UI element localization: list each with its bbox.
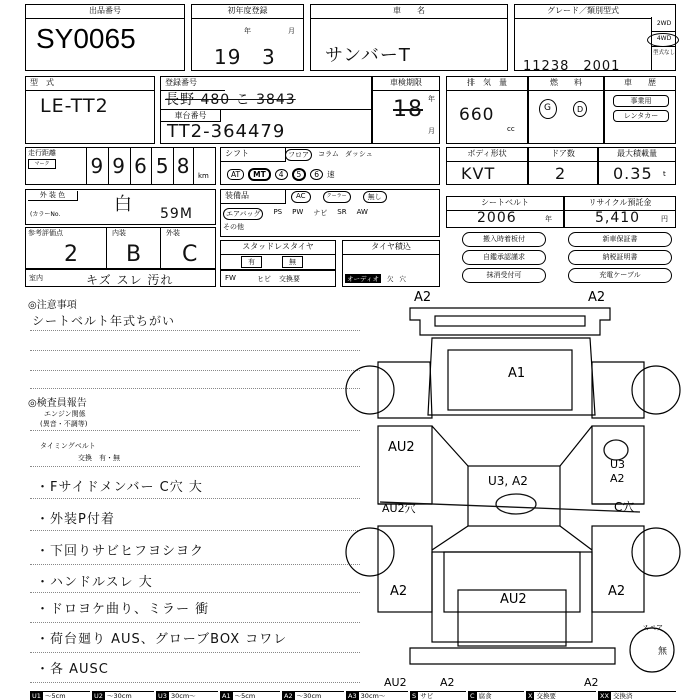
shift-cell xyxy=(220,147,440,185)
frame-line xyxy=(560,426,592,466)
mileage-unit: km xyxy=(198,172,209,180)
note-line xyxy=(30,330,360,331)
year-suffix: 年 xyxy=(244,27,251,35)
shift-mt: MT xyxy=(248,168,271,181)
wheel-rear-right xyxy=(632,528,680,576)
shift-5: 5 xyxy=(292,168,307,181)
recycle-unit: 円 xyxy=(661,215,668,223)
doors-label: ドア数 xyxy=(529,148,597,162)
reg-no: 長野 480 こ 3843 xyxy=(165,92,296,108)
inspection-value: 18 xyxy=(393,97,423,122)
damage-label: C穴 xyxy=(614,500,635,514)
mileage-digit: 5 xyxy=(151,148,173,184)
damage-label: A2 xyxy=(440,676,455,689)
capacity-unit: t xyxy=(663,170,666,178)
first-registration-month: 3 xyxy=(262,45,276,69)
shift-options xyxy=(285,149,373,161)
shift-label: シフト xyxy=(221,148,286,162)
recycle-cell xyxy=(564,196,676,228)
studless-cell xyxy=(220,240,336,270)
note-line xyxy=(30,498,360,499)
legend-code: C xyxy=(470,692,475,700)
shift-suffix: 速 xyxy=(327,170,335,179)
drive-4wd-circle xyxy=(647,33,679,47)
legend-item xyxy=(468,691,524,700)
note-line xyxy=(30,652,360,653)
damage-label: A2 xyxy=(584,676,599,689)
mileage-label: 走行距離 xyxy=(28,149,56,157)
note-line xyxy=(30,622,360,623)
inspection-cell xyxy=(372,76,440,144)
mileage-digit: 9 xyxy=(108,148,130,184)
legend-text: ～30cm xyxy=(296,692,322,700)
wheel-front-right xyxy=(632,366,680,414)
report-line: ・外装P付着 xyxy=(36,512,115,527)
model-code-cell xyxy=(25,76,155,144)
fuel-label: 燃 料 xyxy=(529,77,603,91)
note-line xyxy=(30,350,360,351)
recycle-label: リサイクル預託金 xyxy=(565,197,675,211)
seatbelt-label: シートベルト xyxy=(447,197,563,211)
note-line xyxy=(30,592,360,593)
spare-tire xyxy=(630,628,674,672)
studless-options xyxy=(241,256,303,268)
legend-text: ～30cm xyxy=(106,692,132,700)
note-line xyxy=(30,430,360,431)
history-rental: レンタカー xyxy=(613,110,669,122)
front-left-panel xyxy=(378,362,432,418)
frame-line xyxy=(432,526,468,550)
mileage-cell xyxy=(25,147,216,185)
equipment-aw: AW xyxy=(356,208,368,216)
first-registration-cell xyxy=(191,4,304,71)
equipment-ps: PS xyxy=(273,208,283,216)
displacement-label: 排 気 量 xyxy=(447,77,527,91)
wheel-front-left xyxy=(346,366,394,414)
spare-label: スペア xyxy=(642,624,663,632)
legend-code: A3 xyxy=(348,692,357,700)
interior-label: 内装 xyxy=(112,229,126,237)
room-cell xyxy=(25,269,216,287)
exterior-value: C xyxy=(182,242,199,267)
hand-circle xyxy=(496,494,536,514)
model-code-label: 型 式 xyxy=(26,77,154,91)
model-name-cell xyxy=(310,4,508,71)
room-label: 室内 xyxy=(29,274,43,282)
month-suffix: 月 xyxy=(288,27,295,35)
equipment-navi: ナビ xyxy=(313,209,328,217)
displacement-cell xyxy=(446,76,528,144)
inspector-title: ◎検査員報告 xyxy=(28,398,87,409)
status-deregistration: 抹消受付可 xyxy=(462,268,546,283)
capacity-value: 0.35 xyxy=(613,164,653,183)
damage-label: A2 xyxy=(390,584,408,599)
drive-2wd: 2WD xyxy=(652,17,676,32)
note-line xyxy=(30,682,360,683)
equipment-ac: AC xyxy=(291,191,311,203)
doors-value: 2 xyxy=(555,164,567,183)
score-value: 2 xyxy=(64,242,79,267)
damage-label: A1 xyxy=(508,366,526,381)
grade-label: グレード／類別型式 xyxy=(515,5,651,19)
report-line: ・ハンドルスレ 大 xyxy=(36,575,153,590)
mileage-digit: 6 xyxy=(130,148,152,184)
report-line: ・Fサイドメンバー C穴 大 xyxy=(36,480,203,495)
note-line xyxy=(30,466,360,467)
color-cell xyxy=(25,189,216,225)
capacity-cell xyxy=(598,147,676,185)
tire-label: タイヤ積込 xyxy=(343,241,439,255)
damage-label: A2 xyxy=(608,584,626,599)
tire-hole: 穴 xyxy=(399,275,406,283)
equipment-cooler: クーラー xyxy=(323,191,351,203)
status-charge-cable: 充電ケーブル xyxy=(568,268,672,283)
legend-item xyxy=(410,691,466,700)
inspection-label: 車検期限 xyxy=(373,77,439,91)
first-registration-label: 初年度登録 xyxy=(192,5,303,19)
status-tax-certificate: 納税証明書 xyxy=(568,250,672,265)
front-bumper-inner xyxy=(435,316,585,326)
legend-item xyxy=(30,691,90,700)
report-line: ・下回りサビヒフヨシヨク xyxy=(36,544,205,559)
damage-label: U3, A2 xyxy=(488,474,528,488)
report-line: ・各 AUSC xyxy=(36,662,109,677)
legend-text: ～5cm xyxy=(44,692,66,700)
engine-sub: (異音・不調等) xyxy=(40,420,88,428)
legend-text: 交換要 xyxy=(536,692,557,700)
report-line: ・ドロヨケ曲り、ミラー 衝 xyxy=(36,602,210,617)
equipment-cell xyxy=(220,189,440,237)
score-cell xyxy=(25,227,216,269)
inspection-month-suffix: 月 xyxy=(428,127,435,135)
displacement-value: 660 xyxy=(459,105,495,125)
model-name-label: 車 名 xyxy=(311,5,507,19)
room-notes: キズ スレ 汚れ xyxy=(86,273,174,287)
color-sub: (カラーNo. xyxy=(30,211,61,218)
score-label: 参考評価点 xyxy=(28,229,63,237)
capacity-label: 最大積載量 xyxy=(599,148,675,162)
shift-4: 4 xyxy=(275,169,288,180)
color-value: 白 xyxy=(114,194,133,215)
damage-label: A2 xyxy=(414,290,432,305)
damage-label: AU2 xyxy=(500,592,527,607)
mileage-sub: マーク xyxy=(34,161,50,167)
shift-floor: フロア xyxy=(285,149,312,161)
recycle-value: 5,410 xyxy=(595,210,641,226)
fw-replace: 交換要 xyxy=(279,275,300,283)
legend-item xyxy=(156,691,218,700)
legend-item xyxy=(92,691,154,700)
tire-options xyxy=(345,274,406,283)
legend-text: ～5cm xyxy=(234,692,256,700)
legend-code: S xyxy=(412,692,417,700)
legend-code: A1 xyxy=(222,692,231,700)
seatbelt-year-suffix: 年 xyxy=(545,215,552,223)
model-code: LE-TT2 xyxy=(40,95,109,117)
score-divider xyxy=(160,228,161,268)
report-line: ・荷台廻り AUS、グローブBOX コワレ xyxy=(36,632,288,647)
chassis-label: 車台番号 xyxy=(161,109,221,122)
note-line xyxy=(30,388,360,389)
legend-item xyxy=(598,691,676,700)
fuel-d: D xyxy=(577,105,584,114)
frame-line xyxy=(432,426,468,466)
history-business: 事業用 xyxy=(613,95,669,107)
legend-code: U3 xyxy=(158,692,167,700)
shift-types xyxy=(227,168,335,181)
legend-code: X xyxy=(528,692,533,700)
shift-column: コラム xyxy=(318,150,339,158)
equipment-other-label: その他 xyxy=(223,223,244,231)
legend-item xyxy=(220,691,280,700)
damage-label: A2 xyxy=(610,472,625,485)
mileage-mark-box xyxy=(28,159,56,169)
equipment-sr: SR xyxy=(337,208,347,216)
equipment-row2 xyxy=(223,208,368,220)
history-label: 車 歴 xyxy=(605,77,675,91)
score-divider xyxy=(106,228,107,268)
legend-code: U2 xyxy=(94,692,103,700)
fuel-g: G xyxy=(544,103,551,113)
legend-item xyxy=(526,691,596,700)
interior-value: B xyxy=(126,242,143,267)
registration-cell xyxy=(160,76,372,144)
damage-label: A2 xyxy=(588,290,606,305)
model-name: サンバーT xyxy=(325,45,411,66)
lot-number-cell xyxy=(25,4,185,71)
wheel-rear-left xyxy=(346,528,394,576)
timing-options: 交換 有・無 xyxy=(78,454,120,462)
first-registration-year: 19 xyxy=(214,45,242,69)
studless-no: 無 xyxy=(282,256,303,268)
vehicle-diagram xyxy=(340,290,685,690)
grade-value: 11238 2001 xyxy=(523,59,621,74)
chassis-no: TT2-364479 xyxy=(167,121,286,142)
legend-item xyxy=(346,691,408,700)
legend-item xyxy=(282,691,344,700)
status-delivery-plate: 搬入時着板付 xyxy=(462,232,546,247)
damage-label: AU2 xyxy=(384,676,407,689)
fw-crack: ヒビ xyxy=(257,275,271,283)
legend-text: 30cm～ xyxy=(360,692,386,700)
tire-audio: オーディオ xyxy=(347,275,379,283)
legend-code: XX xyxy=(600,692,609,700)
equipment-pw: PW xyxy=(292,208,304,216)
timing-label: タイミングベルト xyxy=(40,442,96,450)
fw-label: FW xyxy=(225,274,236,282)
reg-no-label: 登録番号 xyxy=(161,77,225,91)
legend-code: U1 xyxy=(32,692,41,700)
front-right-panel xyxy=(592,362,644,418)
studless-label: スタッドレスタイヤ xyxy=(221,241,335,255)
fuel-cell xyxy=(528,76,604,144)
drive-4wd: 4WD xyxy=(652,32,676,47)
damage-label: U3 xyxy=(610,458,626,471)
note-line xyxy=(30,370,360,371)
displacement-unit: cc xyxy=(507,125,515,133)
legend-text: 交換済 xyxy=(612,692,633,700)
equipment-row1 xyxy=(291,191,387,203)
lot-number: SY0065 xyxy=(36,23,136,54)
equipment-label: 装備品 xyxy=(221,190,286,204)
inspection-year-suffix: 年 xyxy=(428,95,435,103)
exterior-label: 外装 xyxy=(166,229,180,237)
damage-label: AU2穴 xyxy=(382,502,416,515)
doors-cell xyxy=(528,147,598,185)
damage-label: AU2 xyxy=(388,440,415,455)
seatbelt-year: 2006 xyxy=(477,210,517,226)
front-bumper xyxy=(410,308,610,335)
engine-label: エンジン関係 xyxy=(44,410,86,418)
mileage-digit: 9 xyxy=(86,148,108,184)
shift-6: 6 xyxy=(310,169,323,180)
body-type-label: ボディ形状 xyxy=(447,148,527,162)
lot-number-label: 出品番号 xyxy=(26,5,184,19)
mileage-digits xyxy=(86,148,194,184)
mileage-digit: 8 xyxy=(173,148,194,184)
drive-none: 型式なし xyxy=(652,50,675,56)
history-cell xyxy=(604,76,676,144)
note-line xyxy=(30,564,360,565)
studless-yes: 有 xyxy=(241,256,262,268)
shift-dash: ダッシュ xyxy=(344,150,373,158)
shift-at: AT xyxy=(227,169,244,180)
caution-text: シートベルト年式ちがい xyxy=(32,314,176,328)
tire-cell xyxy=(342,240,440,287)
fw-cell xyxy=(220,270,336,287)
hand-circle xyxy=(604,440,628,460)
note-line xyxy=(30,530,360,531)
left-door xyxy=(378,426,432,504)
frame-line xyxy=(560,526,592,550)
tire-missing: 欠 xyxy=(386,275,394,283)
body-type-value: KVT xyxy=(461,164,496,183)
legend-text: 腐食 xyxy=(478,692,492,700)
caution-title: ◎注意事項 xyxy=(28,300,77,311)
equipment-none: 無し xyxy=(363,191,387,203)
seatbelt-cell xyxy=(446,196,564,228)
body-type-cell xyxy=(446,147,528,185)
equipment-airbag: エアバッグ xyxy=(223,208,263,220)
fw-options xyxy=(257,274,300,284)
legend-code: A2 xyxy=(284,692,293,700)
legend-text: サビ xyxy=(420,692,434,700)
color-code: 59M xyxy=(160,206,193,222)
spare-value: 無 xyxy=(658,647,668,657)
status-new-car-warranty: 新車保証書 xyxy=(568,232,672,247)
status-approval-request: 自鑑承認謹求 xyxy=(462,250,546,265)
rear-bumper xyxy=(410,648,615,664)
legend-text: 30cm～ xyxy=(170,692,196,700)
grade-cell xyxy=(514,4,676,74)
color-label: 外 装 色 xyxy=(28,191,78,201)
